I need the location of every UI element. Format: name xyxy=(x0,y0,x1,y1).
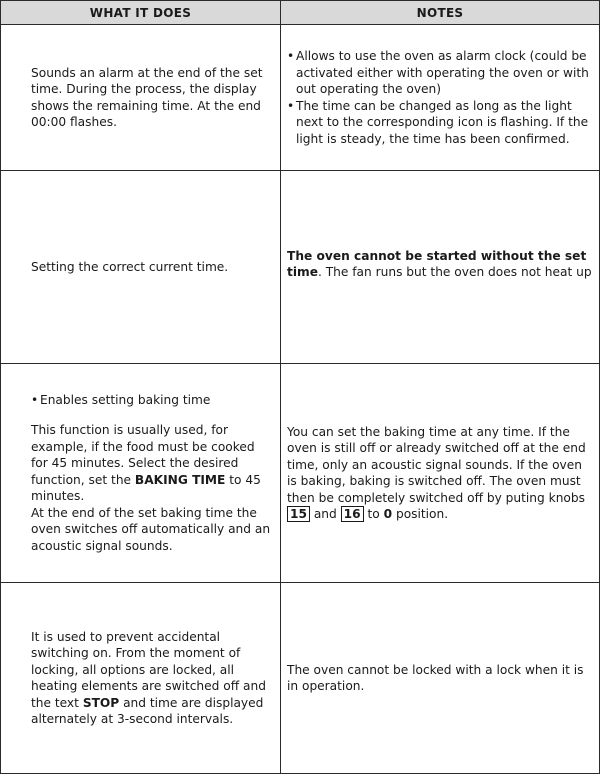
lock-description: It is used to prevent accidental switching on. From the moment of locking, all options are locked, all heating elements are switched off and the text STOP and time are displayed alternately at 3-second intervals. xyxy=(31,629,266,726)
list-item: • The time can be changed as long as the light next to the corresponding icon is flashing. If the light is steady, the time has been confirmed. xyxy=(287,98,593,148)
list-item: • Enables setting baking time xyxy=(31,392,272,409)
zero-position: 0 xyxy=(383,507,393,521)
clock-notes xyxy=(287,248,593,281)
alarm-notes-list xyxy=(287,48,593,147)
cell-what-baking xyxy=(1,364,281,583)
table-row xyxy=(1,171,600,364)
table-row xyxy=(1,364,600,583)
list-item: • Allows to use the oven as alarm clock (could be activated either with operating the oven or with out operating the oven) xyxy=(287,48,593,98)
cell-notes-baking xyxy=(281,364,600,583)
header-notes: NOTES xyxy=(281,1,600,25)
baking-description: This function is usually used, for example, if the food must be cooked for 45 minutes. Select the desired function, set the BAKING TIME to 45 minutes. xyxy=(31,423,261,504)
knob-15-badge: 15 xyxy=(287,506,310,522)
clock-notes-bold: The oven cannot be started without the set time xyxy=(287,248,587,279)
cell-what-clock xyxy=(1,171,281,364)
clock-notes-rest: . The fan runs but the oven does not heat up xyxy=(317,265,592,279)
baking-notes: You can set the baking time at any time. If the oven is still off or already switched off at the end time, only an acoustic signal sounds. If the oven is baking, baking is switched off. The oven must then be completely switched off by puting knobs 15 and 16 to 0 position. xyxy=(287,424,586,521)
stop-label: STOP xyxy=(82,695,120,710)
table-row xyxy=(1,583,600,774)
baking-time-label: BAKING TIME xyxy=(134,472,226,487)
cell-notes-clock xyxy=(281,171,600,364)
alarm-description: Sounds an alarm at the end of the set time. During the process, the display shows the remaining time. At the end 00:00 flashes. xyxy=(31,65,263,129)
baking-end-description: At the end of the set baking time the oven switches off automatically and an acoustic signal sounds. xyxy=(31,505,271,553)
clock-description: Setting the correct current time. xyxy=(31,259,229,274)
baking-bullet-list xyxy=(31,392,272,409)
cell-what-lock xyxy=(1,583,281,774)
lock-notes: The oven cannot be locked with a lock when it is in operation. xyxy=(287,662,584,693)
header-what-it-does: WHAT IT DOES xyxy=(1,1,281,25)
knob-16-badge: 16 xyxy=(341,506,364,522)
table-row xyxy=(1,25,600,171)
cell-what-alarm xyxy=(1,25,281,171)
cell-notes-alarm xyxy=(281,25,600,171)
cell-notes-lock xyxy=(281,583,600,774)
